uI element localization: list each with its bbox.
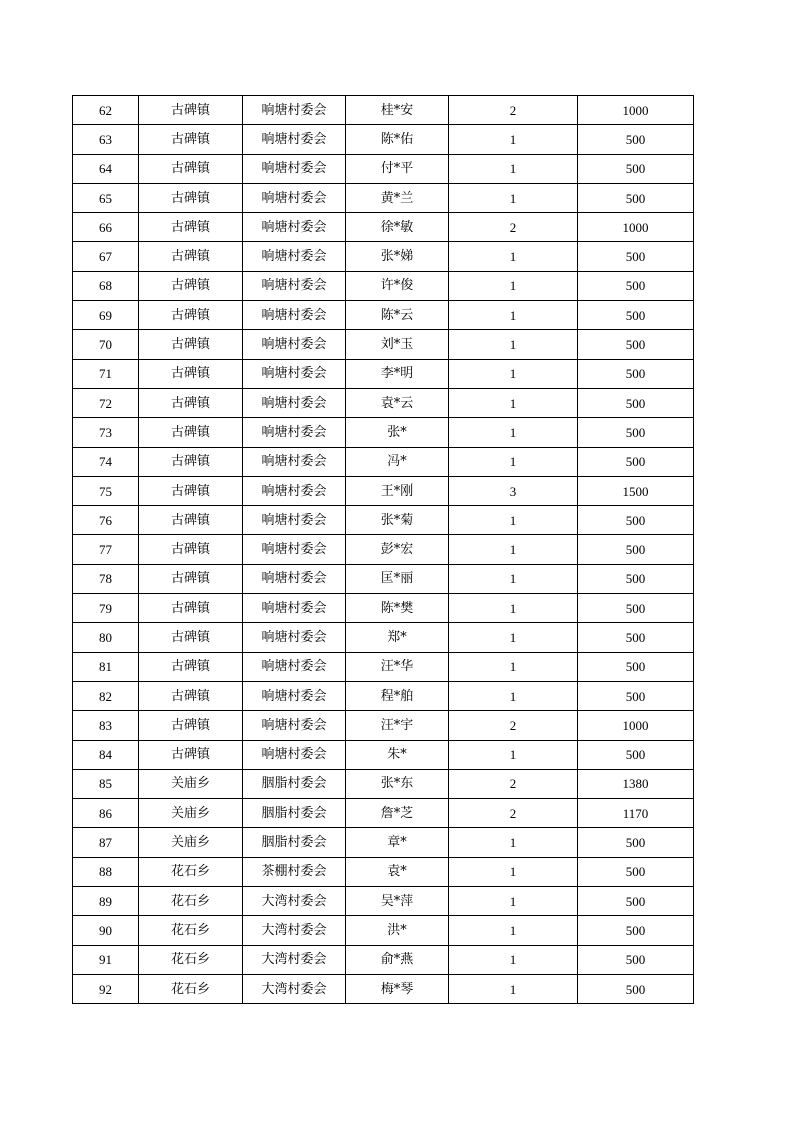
township-cell: 花石乡 [139, 887, 243, 916]
name-cell: 陈*云 [346, 301, 449, 330]
table-row [73, 213, 694, 242]
row-number-cell: 83 [73, 711, 139, 740]
row-number-cell: 80 [73, 623, 139, 652]
row-number-cell: 84 [73, 740, 139, 769]
row-number-cell: 82 [73, 681, 139, 710]
name-cell: 朱* [346, 740, 449, 769]
row-number-cell: 70 [73, 330, 139, 359]
village-committee-cell: 茶棚村委会 [243, 857, 346, 886]
table-row [73, 799, 694, 828]
township-cell: 古碑镇 [139, 447, 243, 476]
row-number-cell: 75 [73, 476, 139, 505]
amount-cell: 500 [578, 681, 694, 710]
count-cell: 1 [449, 154, 578, 183]
name-cell: 徐*敏 [346, 213, 449, 242]
table-row [73, 711, 694, 740]
amount-cell: 1500 [578, 476, 694, 505]
table-row [73, 301, 694, 330]
row-number-cell: 67 [73, 242, 139, 271]
name-cell: 张*东 [346, 769, 449, 798]
village-committee-cell: 响塘村委会 [243, 652, 346, 681]
row-number-cell: 85 [73, 769, 139, 798]
village-committee-cell: 响塘村委会 [243, 476, 346, 505]
row-number-cell: 72 [73, 388, 139, 417]
amount-cell: 500 [578, 974, 694, 1003]
amount-cell: 500 [578, 740, 694, 769]
village-committee-cell: 大湾村委会 [243, 916, 346, 945]
township-cell: 古碑镇 [139, 271, 243, 300]
amount-cell: 500 [578, 330, 694, 359]
name-cell: 桂*安 [346, 96, 449, 125]
row-number-cell: 63 [73, 125, 139, 154]
name-cell: 章* [346, 828, 449, 857]
table-row [73, 271, 694, 300]
amount-cell: 1000 [578, 96, 694, 125]
count-cell: 2 [449, 769, 578, 798]
amount-cell: 1380 [578, 769, 694, 798]
count-cell: 1 [449, 623, 578, 652]
village-committee-cell: 大湾村委会 [243, 945, 346, 974]
amount-cell: 500 [578, 125, 694, 154]
village-committee-cell: 响塘村委会 [243, 711, 346, 740]
village-committee-cell: 响塘村委会 [243, 564, 346, 593]
table-row [73, 154, 694, 183]
township-cell: 古碑镇 [139, 242, 243, 271]
village-committee-cell: 响塘村委会 [243, 447, 346, 476]
count-cell: 1 [449, 271, 578, 300]
township-cell: 古碑镇 [139, 652, 243, 681]
table-row [73, 681, 694, 710]
village-committee-cell: 胭脂村委会 [243, 769, 346, 798]
row-number-cell: 78 [73, 564, 139, 593]
amount-cell: 500 [578, 857, 694, 886]
township-cell: 关庙乡 [139, 769, 243, 798]
count-cell: 2 [449, 96, 578, 125]
village-committee-cell: 响塘村委会 [243, 271, 346, 300]
count-cell: 1 [449, 242, 578, 271]
row-number-cell: 69 [73, 301, 139, 330]
count-cell: 1 [449, 359, 578, 388]
name-cell: 张* [346, 418, 449, 447]
subsidy-table [72, 95, 694, 1004]
count-cell: 1 [449, 652, 578, 681]
township-cell: 古碑镇 [139, 594, 243, 623]
amount-cell: 1000 [578, 213, 694, 242]
row-number-cell: 87 [73, 828, 139, 857]
village-committee-cell: 大湾村委会 [243, 887, 346, 916]
township-cell: 古碑镇 [139, 711, 243, 740]
village-committee-cell: 响塘村委会 [243, 388, 346, 417]
count-cell: 1 [449, 535, 578, 564]
amount-cell: 500 [578, 271, 694, 300]
count-cell: 3 [449, 476, 578, 505]
row-number-cell: 65 [73, 183, 139, 212]
table-row [73, 828, 694, 857]
amount-cell: 500 [578, 945, 694, 974]
row-number-cell: 91 [73, 945, 139, 974]
count-cell: 1 [449, 681, 578, 710]
table-row [73, 857, 694, 886]
count-cell: 1 [449, 945, 578, 974]
village-committee-cell: 响塘村委会 [243, 154, 346, 183]
count-cell: 1 [449, 974, 578, 1003]
amount-cell: 500 [578, 535, 694, 564]
amount-cell: 500 [578, 388, 694, 417]
village-committee-cell: 响塘村委会 [243, 594, 346, 623]
count-cell: 1 [449, 916, 578, 945]
amount-cell: 500 [578, 623, 694, 652]
name-cell: 吴*萍 [346, 887, 449, 916]
township-cell: 古碑镇 [139, 564, 243, 593]
amount-cell: 500 [578, 301, 694, 330]
table-row [73, 652, 694, 681]
township-cell: 古碑镇 [139, 359, 243, 388]
table-row [73, 623, 694, 652]
table-row [73, 916, 694, 945]
name-cell: 詹*芝 [346, 799, 449, 828]
table-row [73, 330, 694, 359]
count-cell: 1 [449, 564, 578, 593]
row-number-cell: 66 [73, 213, 139, 242]
township-cell: 花石乡 [139, 857, 243, 886]
count-cell: 1 [449, 388, 578, 417]
amount-cell: 1000 [578, 711, 694, 740]
count-cell: 1 [449, 330, 578, 359]
count-cell: 1 [449, 418, 578, 447]
amount-cell: 500 [578, 154, 694, 183]
amount-cell: 500 [578, 418, 694, 447]
row-number-cell: 88 [73, 857, 139, 886]
row-number-cell: 89 [73, 887, 139, 916]
township-cell: 古碑镇 [139, 740, 243, 769]
village-committee-cell: 响塘村委会 [243, 506, 346, 535]
name-cell: 陈*樊 [346, 594, 449, 623]
row-number-cell: 71 [73, 359, 139, 388]
name-cell: 许*俊 [346, 271, 449, 300]
row-number-cell: 81 [73, 652, 139, 681]
count-cell: 2 [449, 213, 578, 242]
table-row [73, 96, 694, 125]
row-number-cell: 92 [73, 974, 139, 1003]
row-number-cell: 62 [73, 96, 139, 125]
village-committee-cell: 大湾村委会 [243, 974, 346, 1003]
township-cell: 花石乡 [139, 945, 243, 974]
count-cell: 1 [449, 301, 578, 330]
name-cell: 程*舶 [346, 681, 449, 710]
table-row [73, 125, 694, 154]
row-number-cell: 64 [73, 154, 139, 183]
village-committee-cell: 响塘村委会 [243, 740, 346, 769]
row-number-cell: 76 [73, 506, 139, 535]
row-number-cell: 73 [73, 418, 139, 447]
village-committee-cell: 响塘村委会 [243, 330, 346, 359]
amount-cell: 500 [578, 242, 694, 271]
township-cell: 古碑镇 [139, 681, 243, 710]
village-committee-cell: 响塘村委会 [243, 623, 346, 652]
township-cell: 古碑镇 [139, 213, 243, 242]
amount-cell: 500 [578, 447, 694, 476]
township-cell: 古碑镇 [139, 535, 243, 564]
table-row [73, 242, 694, 271]
count-cell: 1 [449, 887, 578, 916]
township-cell: 古碑镇 [139, 418, 243, 447]
amount-cell: 500 [578, 359, 694, 388]
table-row [73, 388, 694, 417]
village-committee-cell: 响塘村委会 [243, 96, 346, 125]
table-row [73, 418, 694, 447]
village-committee-cell: 胭脂村委会 [243, 799, 346, 828]
township-cell: 古碑镇 [139, 183, 243, 212]
amount-cell: 500 [578, 183, 694, 212]
table-row [73, 476, 694, 505]
township-cell: 古碑镇 [139, 96, 243, 125]
name-cell: 张*娣 [346, 242, 449, 271]
village-committee-cell: 响塘村委会 [243, 359, 346, 388]
township-cell: 古碑镇 [139, 388, 243, 417]
table-row [73, 535, 694, 564]
amount-cell: 500 [578, 916, 694, 945]
count-cell: 1 [449, 506, 578, 535]
township-cell: 花石乡 [139, 916, 243, 945]
table-row [73, 359, 694, 388]
name-cell: 郑* [346, 623, 449, 652]
name-cell: 匡*丽 [346, 564, 449, 593]
village-committee-cell: 响塘村委会 [243, 681, 346, 710]
amount-cell: 500 [578, 564, 694, 593]
row-number-cell: 86 [73, 799, 139, 828]
village-committee-cell: 响塘村委会 [243, 418, 346, 447]
row-number-cell: 74 [73, 447, 139, 476]
name-cell: 袁* [346, 857, 449, 886]
village-committee-cell: 响塘村委会 [243, 301, 346, 330]
township-cell: 关庙乡 [139, 828, 243, 857]
township-cell: 古碑镇 [139, 476, 243, 505]
count-cell: 1 [449, 740, 578, 769]
row-number-cell: 68 [73, 271, 139, 300]
village-committee-cell: 响塘村委会 [243, 183, 346, 212]
township-cell: 古碑镇 [139, 623, 243, 652]
township-cell: 古碑镇 [139, 125, 243, 154]
name-cell: 张*菊 [346, 506, 449, 535]
amount-cell: 500 [578, 828, 694, 857]
township-cell: 古碑镇 [139, 301, 243, 330]
table-row [73, 594, 694, 623]
table-row [73, 564, 694, 593]
township-cell: 古碑镇 [139, 154, 243, 183]
count-cell: 2 [449, 711, 578, 740]
name-cell: 李*明 [346, 359, 449, 388]
count-cell: 1 [449, 447, 578, 476]
amount-cell: 500 [578, 594, 694, 623]
amount-cell: 500 [578, 887, 694, 916]
table-row [73, 887, 694, 916]
village-committee-cell: 响塘村委会 [243, 213, 346, 242]
count-cell: 2 [449, 799, 578, 828]
count-cell: 1 [449, 125, 578, 154]
name-cell: 刘*玉 [346, 330, 449, 359]
village-committee-cell: 响塘村委会 [243, 535, 346, 564]
amount-cell: 500 [578, 506, 694, 535]
row-number-cell: 77 [73, 535, 139, 564]
name-cell: 陈*佑 [346, 125, 449, 154]
table-row [73, 974, 694, 1003]
table-row [73, 183, 694, 212]
table-row [73, 740, 694, 769]
township-cell: 古碑镇 [139, 506, 243, 535]
village-committee-cell: 响塘村委会 [243, 242, 346, 271]
name-cell: 冯* [346, 447, 449, 476]
name-cell: 汪*宇 [346, 711, 449, 740]
count-cell: 1 [449, 183, 578, 212]
table-body [73, 96, 694, 1004]
amount-cell: 1170 [578, 799, 694, 828]
row-number-cell: 90 [73, 916, 139, 945]
amount-cell: 500 [578, 652, 694, 681]
name-cell: 洪* [346, 916, 449, 945]
village-committee-cell: 胭脂村委会 [243, 828, 346, 857]
village-committee-cell: 响塘村委会 [243, 125, 346, 154]
name-cell: 袁*云 [346, 388, 449, 417]
township-cell: 古碑镇 [139, 330, 243, 359]
name-cell: 黄*兰 [346, 183, 449, 212]
township-cell: 花石乡 [139, 974, 243, 1003]
count-cell: 1 [449, 857, 578, 886]
table-row [73, 506, 694, 535]
row-number-cell: 79 [73, 594, 139, 623]
count-cell: 1 [449, 828, 578, 857]
name-cell: 王*刚 [346, 476, 449, 505]
table-row [73, 945, 694, 974]
name-cell: 付*平 [346, 154, 449, 183]
table-row [73, 769, 694, 798]
table-row [73, 447, 694, 476]
name-cell: 彭*宏 [346, 535, 449, 564]
name-cell: 梅*琴 [346, 974, 449, 1003]
count-cell: 1 [449, 594, 578, 623]
name-cell: 俞*燕 [346, 945, 449, 974]
township-cell: 关庙乡 [139, 799, 243, 828]
name-cell: 汪*华 [346, 652, 449, 681]
